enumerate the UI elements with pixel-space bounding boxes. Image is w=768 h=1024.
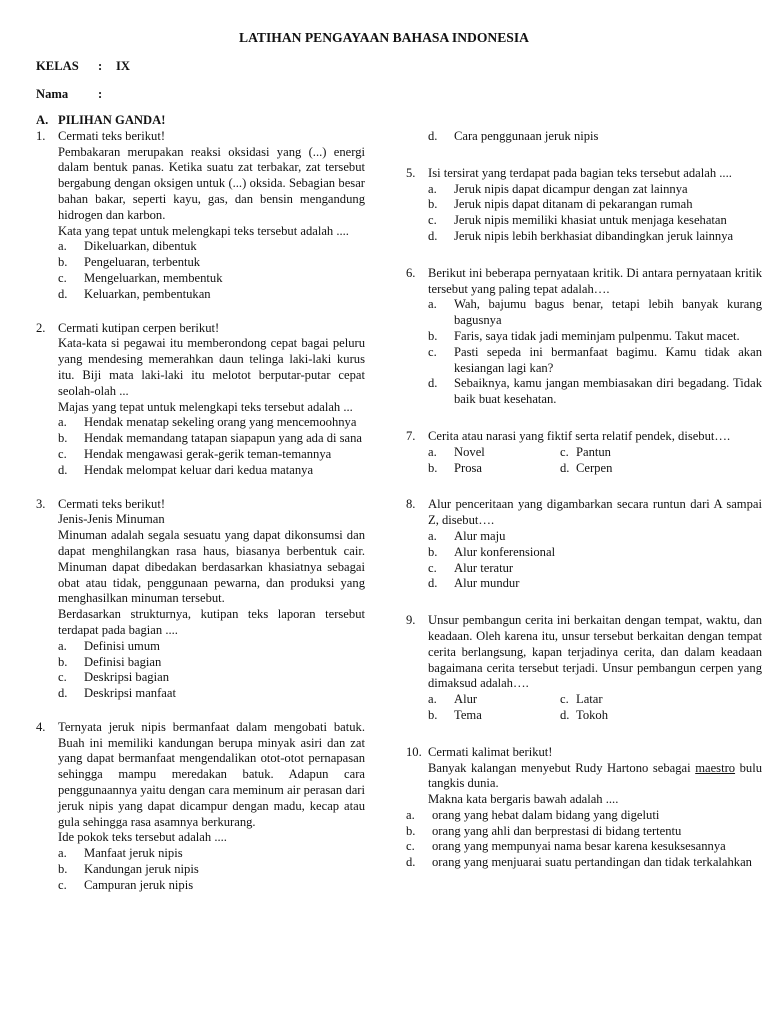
question-number: 6. [406,265,416,280]
option-text: Tokoh [576,707,609,722]
option-letter: b. [406,823,416,838]
option-letter: b. [428,460,438,475]
option-letter: c. [406,839,415,854]
option-letter: d. [58,686,68,701]
option-b[interactable] [428,197,762,213]
question-prompt: Berikut ini beberapa pernyataan kritik. Di antara pernyataan kritik tersebut yang paling tepat adalah…. [428,265,762,296]
question-number: 4. [36,719,46,734]
option-text: Wah, bajumu bagus benar, tetapi lebih banyak kurang bagusnya [454,297,762,328]
sentence-start: Banyak kalangan menyebut Rudy Hartono sebagai [428,760,691,775]
option-a[interactable] [58,415,365,431]
option-text: Alur konferensional [454,544,556,559]
option-letter: a. [406,807,415,822]
option-letter: b. [428,197,438,212]
option-letter: c. [58,877,67,892]
option-text: Faris, saya tidak jadi meminjam pulpenmu. Takut macet. [454,328,740,343]
option-row [428,445,762,461]
option-c[interactable] [428,345,762,377]
question-prompt: Majas yang tepat untuk melengkapi teks tersebut adalah ... [58,399,353,414]
question-number: 5. [406,165,416,180]
option-letter: c. [428,344,437,359]
option-letter: b. [428,544,438,559]
option-letter: d. [428,376,438,391]
option-letter: c. [560,444,569,459]
option-letter: a. [428,181,437,196]
option-letter: b. [58,255,68,270]
option-letter: d. [560,707,570,722]
option-c[interactable] [58,878,365,894]
option-letter: a. [428,528,437,543]
option-text: Keluarkan, pembentukan [84,286,211,301]
option-text: Tema [454,707,482,722]
option-text: Cerpen [576,460,613,475]
option-text: Definisi bagian [84,654,162,669]
option-c[interactable] [560,692,692,708]
question-passage: Kata-kata si pegawai itu memberondong cepat bagai peluru yang mendesing memerahkan daun telinga laki-laki kurus itu. Biji mata laki-laki itu melotot berputar-putar cepat seolah-olah ... [58,336,365,398]
right-column [406,129,762,871]
option-text: Jeruk nipis dapat ditanam di pekarangan rumah [454,197,693,212]
option-text: Campuran jeruk nipis [84,877,194,892]
question-prompt: Unsur pembangun cerita ini berkaitan dengan tempat, waktu, dan keadaan. Oleh karena itu, unsur tersebut berkaitan dengan tempat cerita berlangsung, kapan terjadinya cerita, dan dalam keadaan bagaimana cerita tersebut terjadi. Unsur pembangun cerpen yang dimaksud adalah…. [428,613,762,691]
option-text: Manfaat jeruk nipis [84,846,183,861]
option-d[interactable] [406,855,762,871]
option-b[interactable] [58,431,365,447]
option-letter: d. [428,576,438,591]
page-title: LATIHAN PENGAYAAN BAHASA INDONESIA [239,30,529,45]
option-text: orang yang ahli dan berprestasi di bidang tertentu [432,823,682,838]
option-c[interactable] [428,561,762,577]
question-10-options [406,808,762,871]
option-a[interactable] [428,692,560,708]
nama-colon: : [98,87,103,101]
option-text: orang yang menjuarai suatu pertandingan dan tidak terkalahkan [432,855,752,870]
option-a[interactable] [428,445,560,461]
question-number: 7. [406,428,416,443]
option-letter: c. [58,446,67,461]
question-1 [36,129,365,303]
option-a[interactable] [406,808,762,824]
question-number: 10. [406,744,422,759]
option-d[interactable] [58,287,365,303]
question-number: 8. [406,497,416,512]
section-letter: A. [36,113,49,127]
option-a[interactable] [58,639,365,655]
question-4-continued [406,129,762,145]
option-letter: a. [428,297,437,312]
option-text: Mengeluarkan, membentuk [84,270,223,285]
question-10 [406,745,762,808]
option-text: orang yang mempunyai nama besar karena kesuksesannya [432,839,726,854]
option-letter: b. [58,654,68,669]
option-text: Hendak mengawasi gerak-gerik teman-temannya [84,446,332,461]
option-b[interactable] [58,862,365,878]
option-a[interactable] [428,297,762,329]
option-text: Dikeluarkan, dibentuk [84,239,197,254]
question-number: 1. [36,128,46,143]
question-number: 3. [36,496,46,511]
option-text: orang yang hebat dalam bidang yang digeluti [432,807,660,822]
question-4 [36,720,365,894]
section-heading [36,113,365,129]
option-d[interactable] [428,129,762,145]
option-text: Alur mundur [454,576,520,591]
option-letter: b. [58,431,68,446]
option-c[interactable] [406,839,762,855]
question-intro: Cermati teks berikut! [58,496,166,511]
question-prompt: Isi tersirat yang terdapat pada bagian teks tersebut adalah .... [428,165,732,180]
option-d[interactable] [428,229,762,245]
option-letter: c. [58,270,67,285]
option-text: Definisi umum [84,638,160,653]
question-passage: Minuman adalah segala sesuatu yang dapat dikonsumsi dan dapat menghilangkan rasa haus, biasanya berbentuk cair. Minuman dapat dibedakan berdasarkan khasiatnya sebagai obat atau tidak, penggunaan pewarna, dan produksi yang menghasilkan minuman tersebut. [58,528,365,606]
option-text: Hendak menatap sekeling orang yang mencemoohnya [84,415,357,430]
option-b[interactable] [58,655,365,671]
option-text: Prosa [454,460,482,475]
option-letter: b. [428,707,438,722]
question-9 [406,613,762,724]
question-prompt: Ide pokok teks tersebut adalah .... [58,830,227,845]
underlined-word: maestro [695,760,736,775]
option-letter: a. [428,692,437,707]
question-prompt: Alur penceritaan yang digambarkan secara runtun dari A sampai Z, disebut…. [428,497,762,528]
option-text: Jeruk nipis dapat dicampur dengan zat lainnya [454,181,688,196]
question-sentence [428,761,762,793]
question-6 [406,266,762,408]
option-letter: d. [428,228,438,243]
option-d[interactable] [58,686,365,702]
question-passage: Pembakaran merupakan reaksi oksidasi yang (...) energi dalam bentuk panas. Ketika suatu zat terbakar, zat tersebut bergabung dengan oksigen untuk (...) oksida. Sebagian besar bahan bakar, seperti kayu, gas, dan bensin mengandung hidrogen dan karbon. [58,144,365,222]
option-text: Jeruk nipis memiliki khasiat untuk menjaga kesehatan [454,213,727,228]
option-letter: d. [406,855,416,870]
option-letter: d. [560,460,570,475]
option-letter: d. [58,462,68,477]
option-c[interactable] [58,271,365,287]
option-c[interactable] [428,213,762,229]
option-text: Latar [576,692,603,707]
passage-heading: Jenis-Jenis Minuman [58,512,165,527]
option-a[interactable] [58,239,365,255]
option-text: Kandungan jeruk nipis [84,862,199,877]
option-a[interactable] [428,182,762,198]
option-letter: d. [428,129,438,143]
kelas-row [36,59,130,75]
option-text: Pengeluaran, terbentuk [84,255,201,270]
option-letter: b. [58,862,68,877]
option-letter: a. [428,444,437,459]
option-letter: b. [428,328,438,343]
option-text: Sebaiknya, kamu jangan membiasakan diri begadang. Tidak baik buat kesehatan. [454,376,762,407]
option-c[interactable] [560,445,692,461]
question-intro: Cermati kalimat berikut! [428,744,553,759]
section-title: PILIHAN GANDA! [58,113,166,127]
question-8 [406,497,762,592]
nama-label: Nama [36,87,69,101]
sentence-end: bulu tangkis dunia. [428,760,762,791]
option-text: Hendak memandang tatapan siapapun yang ada di sana [84,431,363,446]
option-row [428,461,762,477]
question-intro: Cermati teks berikut! [58,128,166,143]
option-letter: a. [58,239,67,254]
option-text: Hendak melompat keluar dari kedua matanya [84,462,314,477]
option-row [428,708,762,724]
question-prompt: Kata yang tepat untuk melengkapi teks tersebut adalah .... [58,223,349,238]
option-b[interactable] [428,461,560,477]
question-number: 2. [36,320,46,335]
option-c[interactable] [58,670,365,686]
option-b[interactable] [428,545,762,561]
option-c[interactable] [58,447,365,463]
question-5 [406,166,762,245]
option-letter: a. [58,415,67,430]
option-text: Alur maju [454,528,506,543]
question-7 [406,429,762,476]
option-text: Deskripsi manfaat [84,686,176,701]
option-b[interactable] [58,255,365,271]
option-b[interactable] [406,824,762,840]
question-number: 9. [406,613,416,628]
kelas-value: IX [116,59,130,73]
question-2 [36,321,365,479]
kelas-colon: : [98,59,103,73]
option-letter: c. [58,670,67,685]
option-b[interactable] [428,329,762,345]
question-prompt: Makna kata bergaris bawah adalah .... [428,792,619,807]
option-text: Pantun [576,444,611,459]
question-intro: Cermati kutipan cerpen berikut! [58,320,220,335]
option-text: Alur [454,692,478,707]
option-row [428,692,762,708]
question-passage: Ternyata jeruk nipis bermanfaat dalam mengobati batuk. Buah ini memiliki kandungan berupa minyak asiri dan zat yang dapat bermanfaat mengendalikan otot-otot pernapasan sehingga mampu meredakan batuk. Adapun cara penggunaannya yaitu dengan cara meminum air perasan dari jeruk nipis yang dapat dicampur dengan madu, kecap atau gula sehingga rasa asamnya berkurang. [58,719,365,829]
option-text: Alur teratur [454,560,514,575]
option-d[interactable] [58,463,365,479]
option-letter: d. [58,286,68,301]
option-b[interactable] [428,708,560,724]
option-a[interactable] [428,529,762,545]
nama-row [36,87,116,103]
option-d[interactable] [560,708,692,724]
option-letter: a. [58,638,67,653]
option-text: Pasti sepeda ini bermanfaat bagimu. Kamu tidak akan kesiangan lagi kan? [454,344,762,375]
kelas-label: KELAS [36,59,79,73]
option-a[interactable] [58,846,365,862]
question-prompt: Berdasarkan strukturnya, kutipan teks laporan tersebut terdapat pada bagian .... [58,607,365,637]
option-text: Cara penggunaan jeruk nipis [454,129,599,143]
question-3 [36,497,365,702]
left-column [36,113,365,894]
option-d[interactable] [428,376,762,408]
option-text: Deskripsi bagian [84,670,169,685]
option-text: Jeruk nipis lebih berkhasiat dibandingkan jeruk lainnya [454,228,734,243]
option-d[interactable] [560,461,692,477]
option-letter: c. [560,692,569,707]
option-letter: c. [428,213,437,228]
option-text: Novel [454,444,485,459]
question-prompt: Cerita atau narasi yang fiktif serta relatif pendek, disebut…. [428,428,731,443]
option-letter: c. [428,560,437,575]
option-d[interactable] [428,576,762,592]
option-letter: a. [58,846,67,861]
